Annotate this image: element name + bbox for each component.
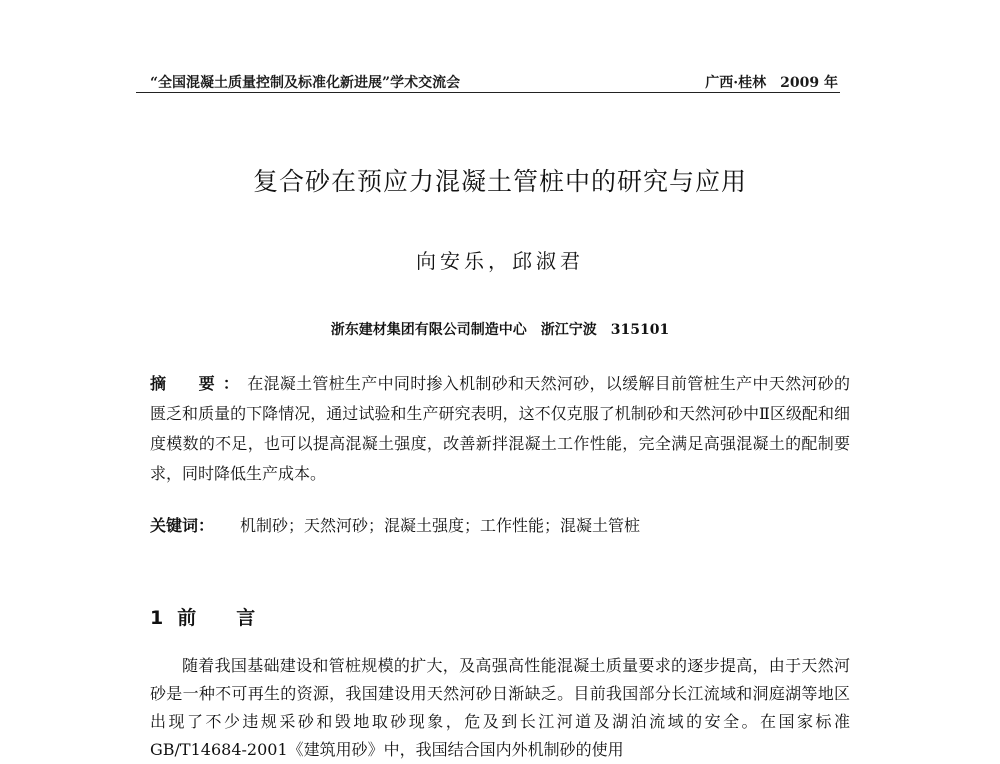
section-paragraph: 随着我国基础建设和管桩规模的扩大，及高强高性能混凝土质量要求的逐步提高，由于天然河砂是一种不可再生的资源，我国建设用天然河砂日渐缺乏。目前我国部分长江流域和洞庭湖等地区出现了不少违规采砂和毁地取砂现象，危及到长江河道及湖泊流域的安全。在国家标准 GB/T14684-2001《建筑用砂》中，我国结合国内外机制砂的使用 xyxy=(150,656,850,759)
abstract-text: 在混凝土管桩生产中同时掺入机制砂和天然河砂，以缓解目前管桩生产中天然河砂的匮乏和质量的下降情况，通过试验和生产研究表明，这不仅克服了机制砂和天然河砂中Ⅱ区级配和细度模数的不足，也可以提高混凝土强度，改善新拌混凝土工作性能，完全满足高强混凝土的配制要求，同时降低生产成本。 xyxy=(150,374,850,483)
author-affiliation: 浙东建材集团有限公司制造中心 浙江宁波 315101 xyxy=(330,322,670,338)
keywords-label: 关键词： xyxy=(150,516,215,535)
header-rule xyxy=(136,92,840,93)
section-number: 1 xyxy=(150,607,164,629)
paper-authors: 向安乐，邱淑君 xyxy=(416,249,584,273)
conference-location-year: 广西·桂林 2009 年 xyxy=(705,75,838,91)
section-title: 前言 xyxy=(177,607,296,629)
keywords xyxy=(150,513,850,539)
running-header xyxy=(136,70,840,94)
paper-title: 复合砂在预应力混凝土管桩中的研究与应用 xyxy=(252,167,747,196)
abstract xyxy=(150,369,850,489)
section-heading xyxy=(150,603,295,630)
keywords-text: 机制砂；天然河砂；混凝土强度；工作性能；混凝土管桩 xyxy=(240,516,641,535)
conference-name: “全国混凝土质量控制及标准化新进展”学术交流会 xyxy=(150,75,461,91)
abstract-label: 摘 要： xyxy=(150,374,248,393)
